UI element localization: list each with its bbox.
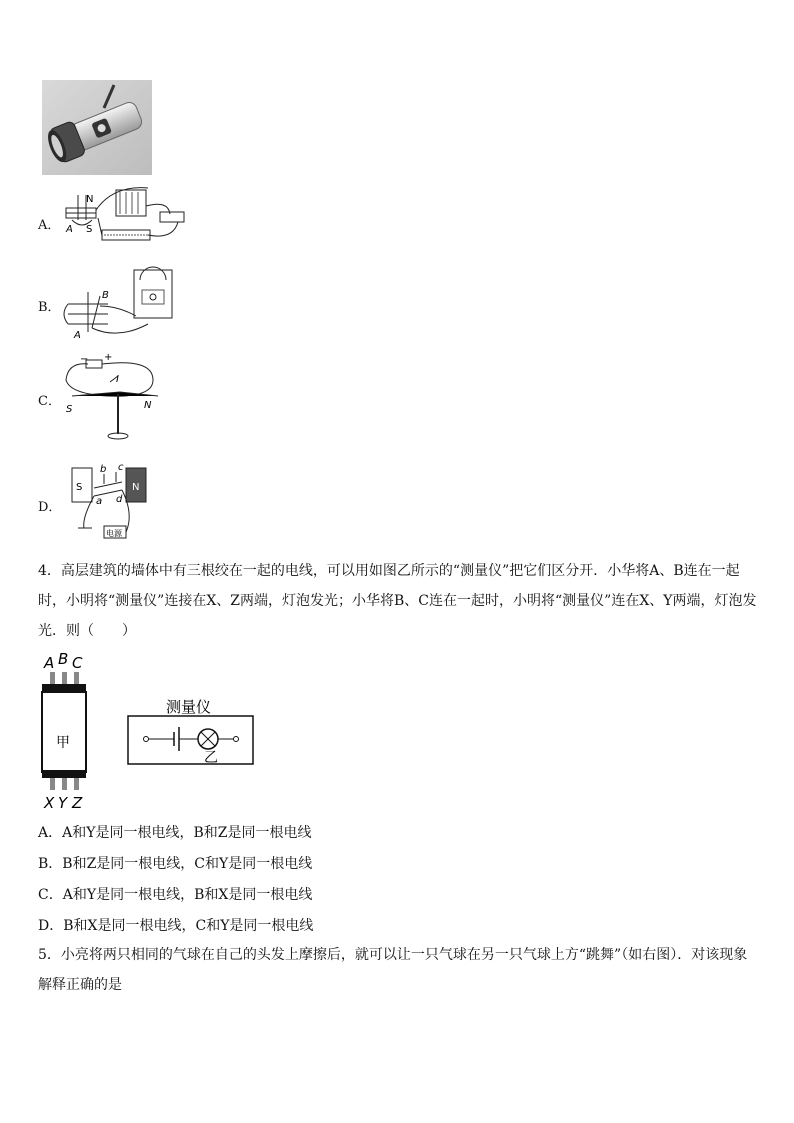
option-c-label-i: I (116, 374, 119, 385)
option-d-label-d: d (116, 494, 123, 505)
meter-title: 测量仪 (166, 698, 212, 716)
option-d-label-c: c (118, 462, 124, 473)
option-a-label-n: N (86, 194, 94, 205)
option-d-label-a: a (96, 496, 103, 507)
option-b-diagram (58, 266, 178, 342)
option-b-label-b: B (102, 290, 109, 301)
option-d-letter: D． (38, 500, 62, 515)
option-c-diagram (58, 350, 168, 450)
option-b-label-a: A (74, 330, 81, 341)
option-d-label-n: N (132, 482, 140, 493)
option-d-label-power: 电源 (106, 529, 122, 538)
answer-option-c: C．A和Y是同一根电线，B和X是同一根电线 (38, 887, 313, 903)
option-c-label-n: N (144, 400, 152, 411)
option-d-label-s: S (76, 482, 83, 493)
answer-option-b: B．B和Z是同一根电线，C和Y是同一根电线 (38, 856, 313, 872)
question-4-figure (38, 648, 268, 814)
answer-option-a: A．A和Y是同一根电线，B和Z是同一根电线 (38, 825, 312, 841)
question-5-text: 5．小亮将两只相同的气球在自己的头发上摩擦后，就可以让一只气球在另一只气球上方“跳舞”（如右图）．对该现象解释正确的是 (38, 947, 748, 993)
terminal-label-c: C (72, 654, 83, 672)
option-a-label-a: A (66, 224, 73, 235)
terminal-label-b: B (58, 650, 69, 668)
option-d-label-b: b (100, 464, 107, 475)
terminal-label-a: A (44, 654, 55, 672)
box-label-jia: 甲 (56, 735, 70, 751)
terminal-label-y: Y (58, 794, 68, 812)
option-c-letter: C． (38, 394, 61, 409)
option-c-label-plus: + (104, 352, 113, 363)
terminal-label-z: Z (72, 794, 83, 812)
answer-option-d: D．B和X是同一根电线，C和Y是同一根电线 (38, 918, 314, 934)
option-b-letter: B． (38, 300, 61, 315)
option-a-label-s: S (86, 224, 93, 235)
flashlight-image (42, 80, 152, 175)
question-4-text: 4．高层建筑的墙体中有三根绞在一起的电线，可以用如图乙所示的“测量仪”把它们区分开．小华将A、B连在一起时，小明将“测量仪”连接在X、Z两端，灯泡发光；小华将B、C连在一起时，小明将“测量仪”连在X、Y两端，灯泡发光．则（ ） (38, 563, 757, 639)
terminal-label-x: X (44, 794, 55, 812)
meter-label-yi: 乙 (204, 750, 218, 766)
option-a-letter: A． (38, 218, 61, 233)
option-d-diagram (64, 458, 154, 544)
option-a-diagram (58, 180, 190, 250)
option-c-label-minus: − (80, 354, 89, 365)
option-c-label-s: S (66, 404, 73, 415)
